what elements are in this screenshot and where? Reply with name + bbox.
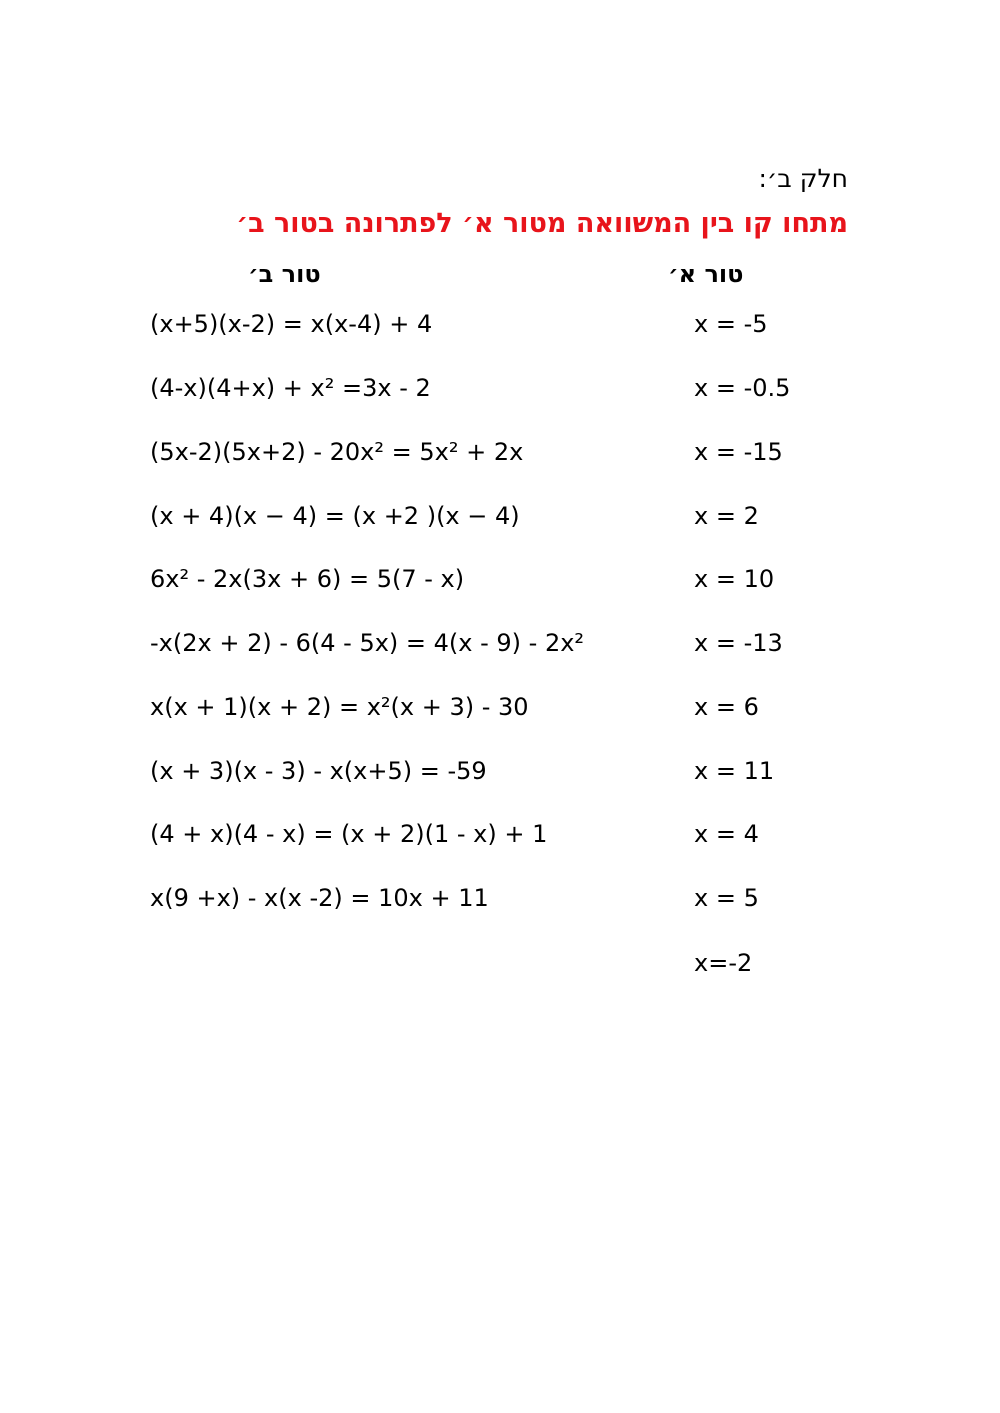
equation-row: (4 + x)(4 - x) = (x + 2)(1 - x) + 1 [150, 820, 548, 848]
solution-row: x = -15 [694, 438, 783, 466]
solution-row: x = 6 [694, 693, 759, 721]
equation-row: (5x-2)(5x+2) - 20x² = 5x² + 2x [150, 438, 524, 466]
column-a-header: טור א׳ [668, 260, 744, 288]
section-label: חלק ב׳: [758, 164, 848, 193]
equation-row: x(9 +x) - x(x -2) = 10x + 11 [150, 884, 489, 912]
solution-row: x = 10 [694, 565, 775, 593]
equation-row: (x+5)(x-2) = x(x-4) + 4 [150, 310, 433, 338]
equation-row: 6x² - 2x(3x + 6) = 5(7 - x) [150, 565, 465, 593]
equation-row: x(x + 1)(x + 2) = x²(x + 3) - 30 [150, 693, 529, 721]
solution-row: x = -13 [694, 629, 783, 657]
solution-row: x = 11 [694, 757, 775, 785]
column-b-header: טור ב׳ [248, 260, 321, 288]
solution-row: x=-2 [694, 949, 753, 977]
solution-row: x = 4 [694, 820, 759, 848]
solution-row: x = -0.5 [694, 374, 791, 402]
instruction-title: מתחו קו בין המשוואה מטור א׳ לפתרונה בטור ב׳ [236, 208, 848, 239]
solution-row: x = 5 [694, 884, 759, 912]
solution-row: x = -5 [694, 310, 768, 338]
equation-row: (x + 3)(x - 3) - x(x+5) = -59 [150, 757, 487, 785]
solution-row: x = 2 [694, 502, 759, 530]
equation-row: -x(2x + 2) - 6(4 - 5x) = 4(x - 9) - 2x² [150, 629, 585, 657]
equation-row: (4-x)(4+x) + x² =3x - 2 [150, 374, 431, 402]
equation-row: (x + 4)(x − 4) = (x +2 )(x − 4) [150, 502, 520, 530]
